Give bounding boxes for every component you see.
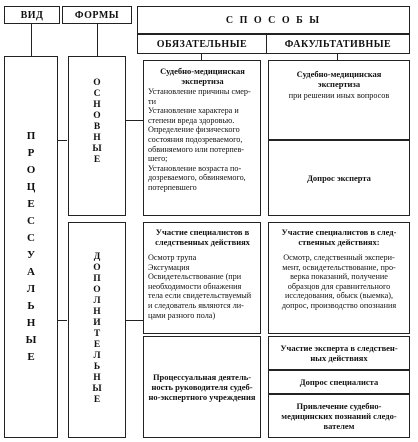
- osnovnye-fakult-text: при решении иных вопросов: [288, 91, 390, 100]
- dop-proc-title: Процессуальная деятель- ность руководителя судеб- но-экспертного учреждения: [148, 372, 256, 402]
- form-osnovnye-label: О С Н О В Н Ы Е: [92, 78, 102, 165]
- header-sposoby: [137, 6, 410, 34]
- dop-privlechenie-cell: [268, 394, 410, 438]
- osnovnye-obyaz-title: Судебно-медицинская экспертиза: [160, 66, 245, 86]
- dop-fakult-text: Осмотр, следственный экспери- мент, освидетельствование, про- верка показаний, получение образцов для сравнительного исследования, обыск (выемка), допрос, производство опознания: [281, 253, 397, 310]
- connector-formy-down: [97, 24, 98, 56]
- header-fakultativnye: [266, 34, 410, 54]
- connector-dopolnitelnye-cells: [125, 320, 143, 321]
- header-vid-label: ВИД: [20, 9, 44, 21]
- header-formy-label: ФОРМЫ: [74, 9, 120, 21]
- connector-vid-down: [31, 24, 32, 56]
- dop-uchastie-eksperta-cell: [268, 336, 410, 370]
- form-dopolnitelnye-label: Д О П О Л Н И Т Е Л Ь Н Ы Е: [92, 252, 102, 405]
- dop-fakult-cell: [268, 222, 410, 334]
- dop-fakult-title: Участие специалистов в след- ственных действиях:: [281, 227, 397, 247]
- header-formy: [62, 6, 132, 24]
- osnovnye-obyaz-cell: [143, 60, 261, 216]
- osnovnye-dopros-cell: [268, 140, 410, 216]
- connector-osnovnye-cells: [125, 120, 143, 121]
- dop-obyaz-title: Участие специалистов в следственных действиях: [155, 227, 250, 247]
- osnovnye-fakult-title: Судебно-медицинская экспертиза: [296, 69, 382, 89]
- dop-dopros-spec-cell: [268, 370, 410, 394]
- header-obyazatelnye-label: ОБЯЗАТЕЛЬНЫЕ: [156, 38, 248, 50]
- osnovnye-obyaz-text: Установление причины смер- ти Установление характера и степени вреда здоровью. Определение физического состояния подозреваемого, обвиняемого или потерпев- шего; Установление возраста по- дозреваемого, обвиняемого, потерпевшего: [148, 87, 251, 192]
- header-vid: [4, 6, 60, 24]
- osnovnye-fakult-cell: [268, 60, 410, 140]
- dop-proc-cell: [143, 336, 261, 438]
- dop-dopros-spec-label: Допрос специалиста: [299, 377, 379, 387]
- dop-obyaz-text: Осмотр трупа Эксгумация Освидетельствование (при необходимости обнажения тела если свидетельствуемый и следователь являются ли- цами разного пола): [148, 253, 252, 320]
- vid-processual-label: П Р О Ц Е С С У А Л Ь Н Ы Е: [25, 130, 37, 363]
- dop-obyaz-cell: [143, 222, 261, 334]
- dop-uchastie-eksperta-label: Участие эксперта в следствен- ных действиях: [280, 343, 398, 363]
- header-obyazatelnye: [137, 34, 267, 54]
- osnovnye-dopros-label: Допрос эксперта: [307, 173, 371, 183]
- header-sposoby-label: С П О С О Б Ы: [225, 14, 322, 26]
- connector-vid-dopolnitelnye: [57, 320, 67, 321]
- header-fakultativnye-label: ФАКУЛЬТАТИВНЫЕ: [284, 38, 392, 50]
- connector-vid-osnovnye: [57, 140, 67, 141]
- dop-privlechenie-label: Привлечение судебно- медицинских познаний следо- вателем: [281, 401, 397, 431]
